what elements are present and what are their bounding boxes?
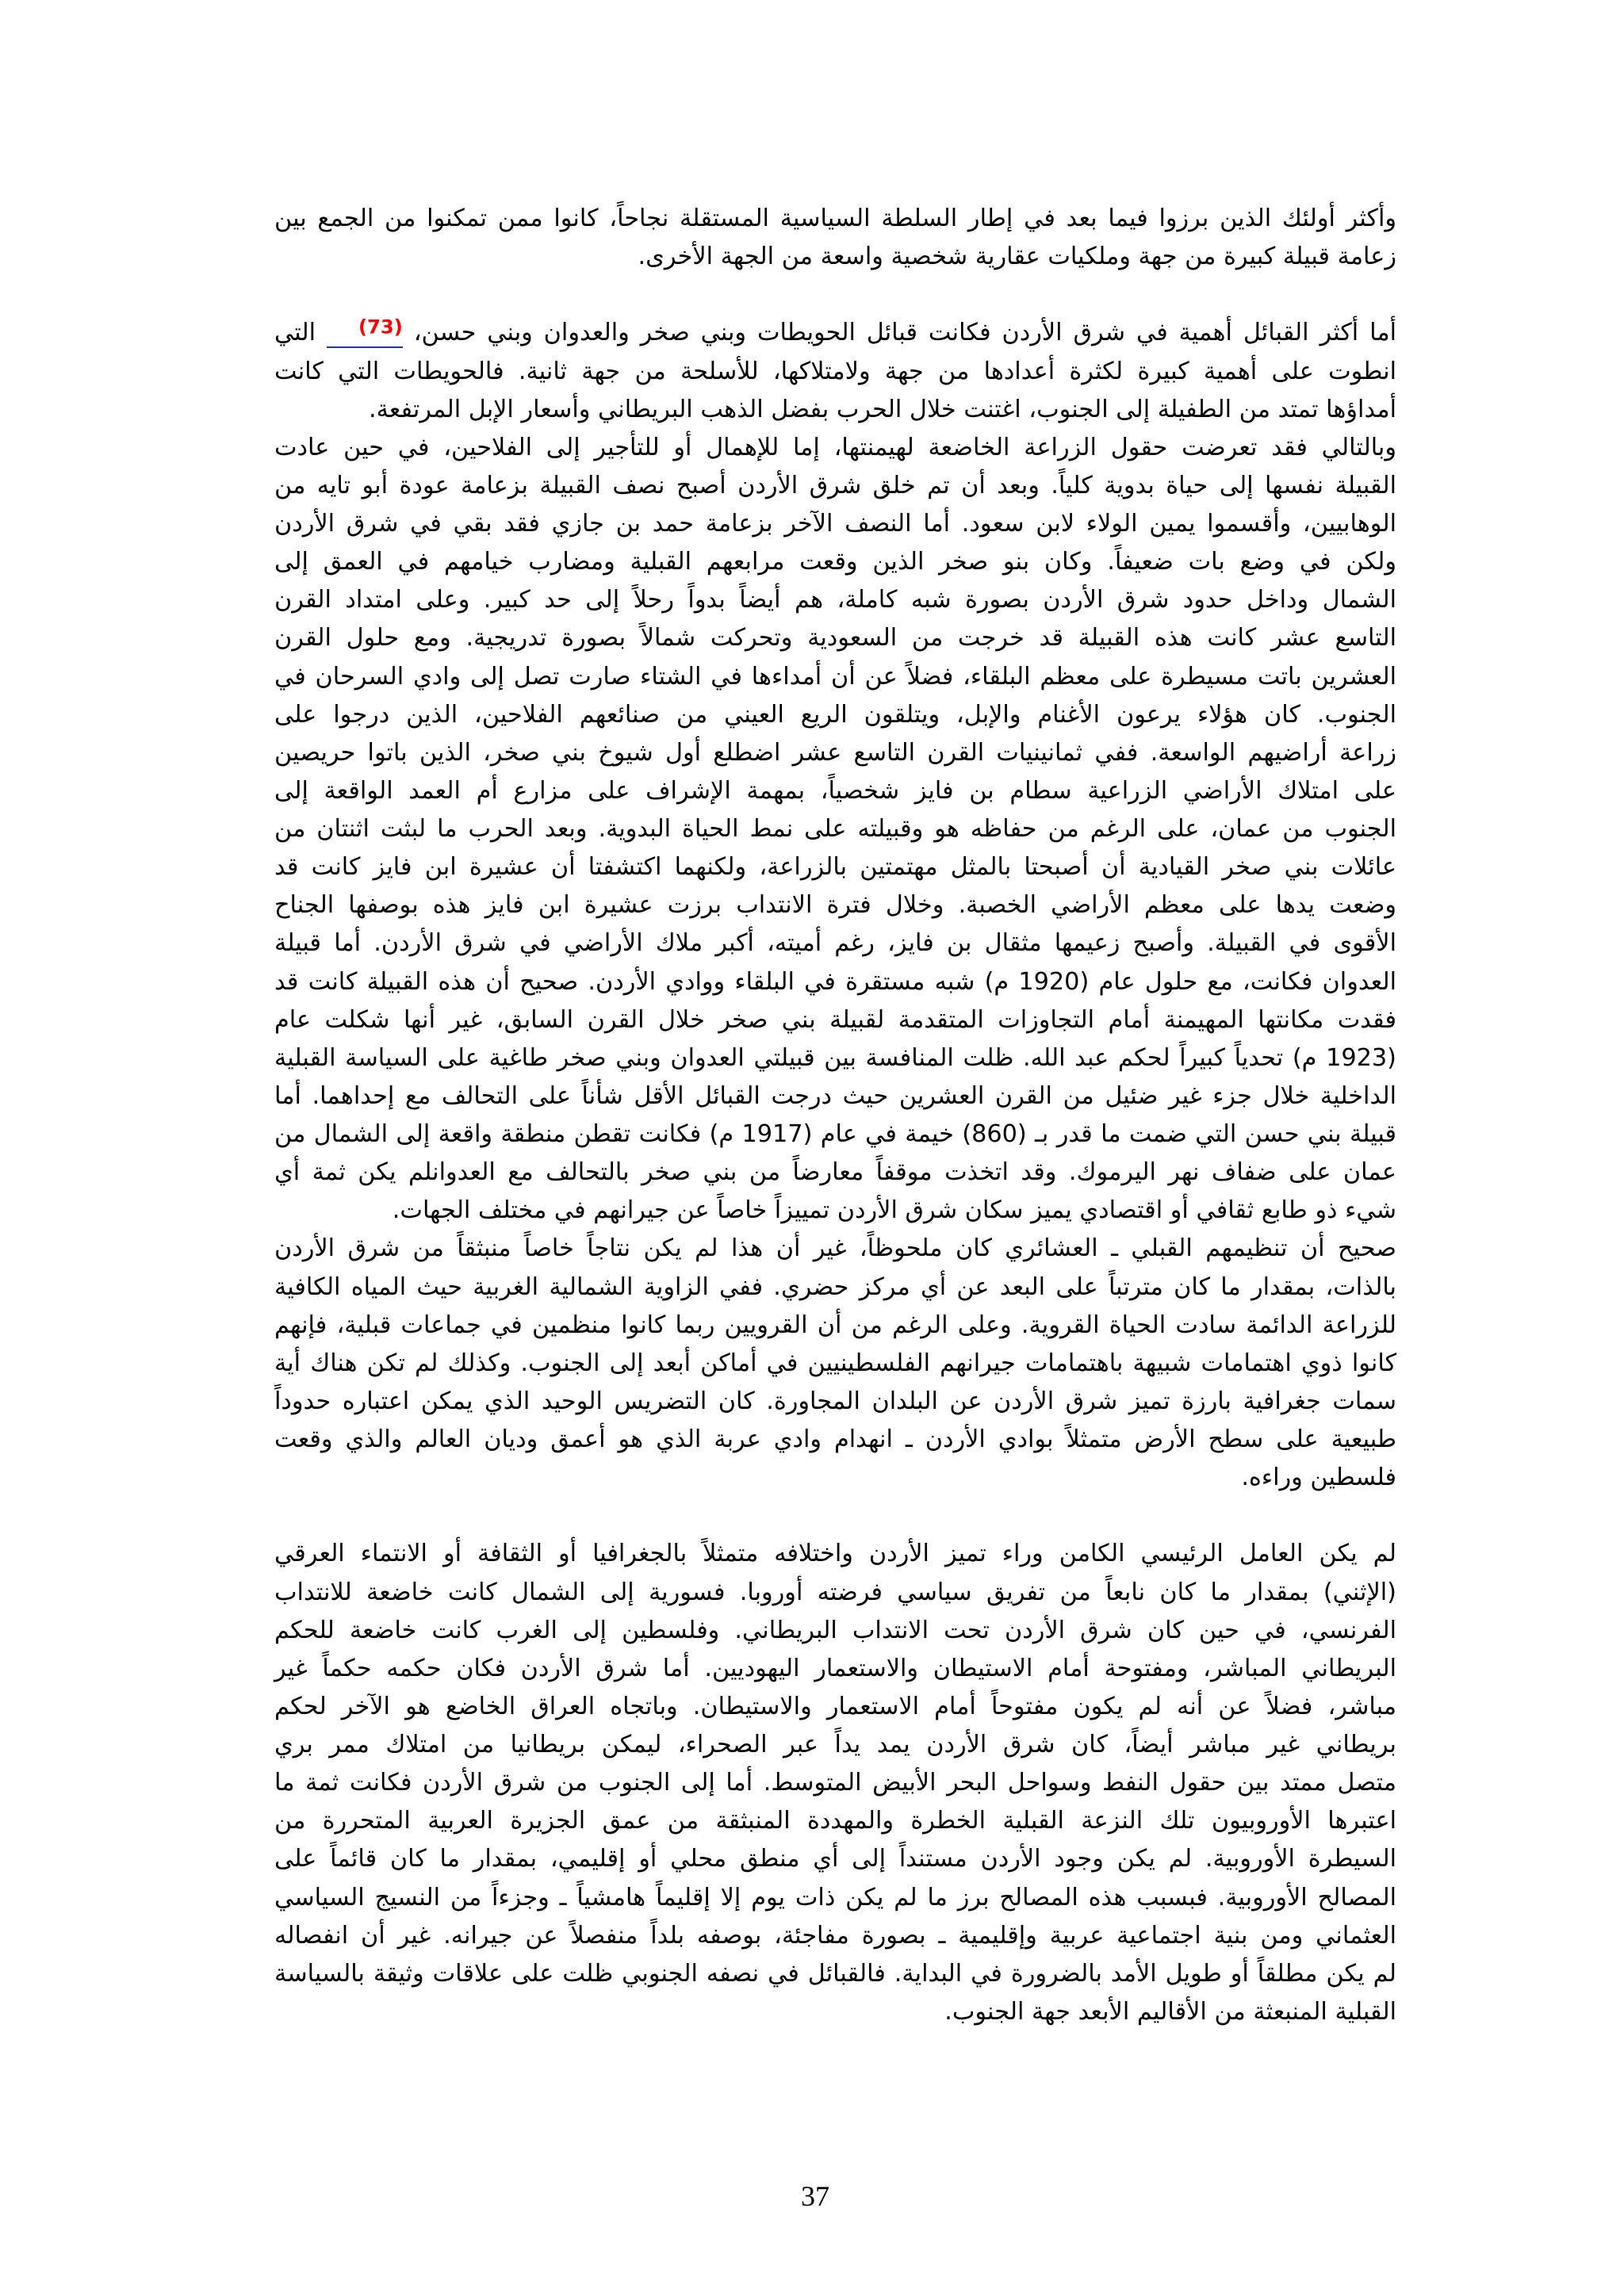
text-line: بالذات، بمقدار ما كان مترتباً على البعد عن أي مركز حضري. ففي الزاوية الشمالية الغربية حيث المياه الكافية xyxy=(274,1272,1396,1301)
text-line: لم يكن مطلقاً أو طويل الأمد بالضرورة في البداية. فالقبائل في نصفه الجنوبي ظلت على علاقات وثيقة بالسياسة xyxy=(274,1959,1396,1988)
text-line: لم يكن العامل الرئيسي الكامن وراء تميز الأردن واختلافه متمثلاً بالجغرافيا أو الثقافة أو الانتماء العرقي xyxy=(274,1540,1396,1568)
text-line: الشمال وداخل حدود شرق الأردن بصورة شبه كاملة، هم أيضاً بدواً رحلاً إلى حد كبير. وعلى امتداد القرن xyxy=(274,586,1396,614)
text-line: الفرنسي، في حين كان شرق الأردن تحت الانتداب البريطاني. وفلسطين إلى الغرب كانت خاضعة للحكم xyxy=(274,1616,1396,1644)
paragraph xyxy=(274,1535,1396,2031)
text-line: القبيلة نفسها إلى حياة بدوية كلياً. وبعد أن تم خلق شرق الأردن أصبح نصف القبيلة بزعامة عودة أبو تايه من xyxy=(274,471,1396,499)
text-line: الوهابيين، وأقسموا يمين الولاء لابن سعود. أما النصف الآخر بزعامة حمد بن جازي فقد بقي في شرق الأردن xyxy=(274,510,1396,538)
text-line: الجنوب. كان هؤلاء يرعون الأغنام والإبل، ويتلقون الريع العيني من صنائعهم الفلاحين، الذين درجوا على xyxy=(274,700,1396,729)
text-line: الأقوى في القبيلة. وأصبح زعيمها مثقال بن فايز، رغم أميته، أكبر ملاك الأراضي في شرق الأردن. أما قبيلة xyxy=(274,929,1396,958)
text-line: كانوا ذوي اهتمامات شبيهة باهتمامات جيرانهم الفلسطينيين في أماكن أبعد إلى الجنوب. وكذلك لم تكن هناك أية xyxy=(274,1349,1396,1377)
text-line: العشرين باتت مسيطرة على معظم البلقاء، فضلاً عن أن أمداءها في الشتاء صارت تصل إلى وادي السرحان في xyxy=(274,662,1396,691)
text-line: أمداؤها تمتد من الطفيلة إلى الجنوب، اغتنت خلال الحرب بفضل الذهب البريطاني وأسعار الإبل المرتفعة. xyxy=(369,395,1396,423)
text-line: البريطاني المباشر، ومفتوحة أمام الاستيطان والاستعمار اليهوديين. أما شرق الأردن فكان حكمه حكماً غير xyxy=(274,1654,1396,1682)
paragraph xyxy=(274,200,1396,276)
text-line: زعامة قبيلة كبيرة من جهة وملكيات عقارية شخصية واسعة من الجهة الأخرى. xyxy=(638,243,1396,271)
paragraph xyxy=(274,314,1396,1497)
page-number: 37 xyxy=(801,2180,829,2212)
text-line: اعتبرها الأوروبيون تلك النزعة القبلية الخطرة والمهددة المنبثقة من عمق الجزيرة العربية المتحررة من xyxy=(274,1807,1396,1835)
text-line: (الإثني) بمقدار ما كان نابعاً من تفريق سياسي فرضته أوروبا. فسورية إلى الشمال كانت خاضعة للانتداب xyxy=(274,1578,1396,1606)
line-text: أما أكثر القبائل أهمية في شرق الأردن فكانت قبائل الحويطات وبني صخر والعدوان وبني حسن، xyxy=(413,319,1396,347)
text-block xyxy=(274,200,1396,2031)
text-line: (1923 م) تحدياً كبيراً لحكم عبد الله. ظلت المنافسة بين قبيلتي العدوان وبني صخر طاغية على السياسة القبلية xyxy=(274,1043,1396,1072)
footnote-ref[interactable]: (73) xyxy=(358,315,403,339)
text-line: سمات جغرافية بارزة تميز شرق الأردن عن البلدان المجاورة. كان التضريس الوحيد الذي يمكن اعتباره حدوداً xyxy=(274,1387,1396,1415)
text-line: على امتلاك الأراضي الزراعية سطام بن فايز شخصياً، بمهمة الإشراف على مزارع أم العمد الواقعة إلى xyxy=(274,776,1396,805)
text-line: وأكثر أولئك الذين برزوا فيما بعد في إطار السلطة السياسية المستقلة نجاحاً، كانوا ممن تمكنوا من الجمع بين xyxy=(274,205,1396,232)
text-line xyxy=(274,314,1396,352)
text-line: ولكن في وضع بات ضعيفاً. وكان بنو صخر الذين وقعت مرابعهم القبلية ومضارب خيامهم في العمق إلى xyxy=(274,548,1396,576)
text-line: طبيعية على سطح الأرض متمثلاً بوادي الأردن ـ انهدام وادي عربة الذي هو أعمق وديان العالم والذي وقعت xyxy=(274,1425,1396,1453)
text-line: عائلات بني صخر القيادية أن أصبحتا بالمثل مهتمتين بالزراعة، ولكنهما اكتشفتا أن عشيرة ابن فايز كانت قد xyxy=(274,853,1396,882)
text-line: وبالتالي فقد تعرضت حقول الزراعة الخاضعة لهيمنتها، إما للإهمال أو للتأجير إلى الفلاحين، في حين عادت xyxy=(274,433,1396,461)
text-line: التاسع عشر كانت هذه القبيلة قد خرجت من السعودية وتحركت شمالاً بصورة تدريجية. ومع حلول القرن xyxy=(274,624,1396,652)
text-line: القبلية المنبعثة من الأقاليم الأبعد جهة الجنوب. xyxy=(944,1997,1396,2026)
text-line: فلسطين وراءه. xyxy=(1241,1464,1396,1492)
text-line: الداخلية خلال جزء غير ضئيل من القرن العشرين حيث درجت القبائل الأقل شأناً على التحالف مع إحداهما. أما xyxy=(274,1081,1396,1110)
text-line: وضعت يدها على معظم الأراضي الخصبة. وخلال فترة الانتداب برزت عشيرة ابن فايز هذه بوصفها الجناح xyxy=(274,891,1396,920)
text-line: انطوت على أهمية كبيرة لكثرة أعدادها من جهة ولامتلاكها، للأسلحة من جهة ثانية. فالحويطات التي كانت xyxy=(274,357,1396,385)
text-line: مباشر، فضلاً عن أنه لم يكون مفتوحاً أمام الاستعمار والاستيطان. وباتجاه العراق الخاضع هو الآخر لحكم xyxy=(274,1692,1396,1720)
text-line: متصل ممتد بين حقول النفط وسواحل البحر الأبيض المتوسط. أما إلى الجنوب من شرق الأردن فكانت ثمة ما xyxy=(274,1769,1396,1797)
text-line: قبيلة بني حسن التي ضمت ما قدر بـ (860) خيمة في عام (1917 م) فكانت تقطن منطقة واقعة إلى الشمال من xyxy=(274,1120,1397,1148)
text-line: زراعة أراضيهم الواسعة. ففي ثمانينيات القرن التاسع عشر اضطلع أول شيوخ بني صخر، الذين باتوا حريصين xyxy=(274,738,1396,767)
text-line: الجنوب من عمان، على الرغم من حفاظه هو وقبيلته على نمط الحياة البدوية. وبعد الحرب ما لبثت اثنتان من xyxy=(274,815,1396,843)
text-line: فقدت مكانتها المهيمنة أمام التجاوزات المتقدمة لقبيلة بني صخر خلال القرن السابق، غير أنها شكلت عام xyxy=(274,1005,1396,1034)
text-line: للزراعة الدائمة سادت الحياة القروية. وعلى الرغم من أن القرويين ربما كانوا منظمين في جماعات قبلية، فإنهم xyxy=(274,1311,1396,1339)
text-line: العثماني ومن بنية اجتماعية عربية وإقليمية ـ بصورة مفاجئة، بوصفه بلداً منفصلاً عن جيرانه. غير أن انفصاله xyxy=(274,1921,1396,1950)
text-line: العدوان فكانت، مع حلول عام (1920 م) شبه مستقرة في البلقاء ووادي الأردن. صحيح أن هذه القبيلة كانت قد xyxy=(274,967,1396,996)
text-line: السيطرة الأوروبية. لم يكن وجود الأردن مستنداً إلى أي منطق محلي أو إقليمي، بمقدار ما كان قائماً على xyxy=(274,1845,1396,1873)
text-line: صحيح أن تنظيمهم القبلي ـ العشائري كان ملحوظاً، غير أن هذا لم يكن نتاجاً خاصاً منبثقاً من شرق الأردن xyxy=(274,1234,1396,1263)
text-line: عمان على ضفاف نهر اليرموك. وقد اتخذت موقفاً معارضاً من بني صخر بالتحالف مع العدوانلم يكن ثمة أي xyxy=(274,1158,1396,1187)
text-line: شيء ذو طابع ثقافي أو اقتصادي يميز سكان شرق الأردن تمييزاً خاصاً عن جيرانهم في مختلف الجهات. xyxy=(392,1196,1396,1225)
footnote-link[interactable] xyxy=(327,315,403,348)
text-line: بريطاني غير مباشر أيضاً، كان شرق الأردن يمد يداً عبر الصحراء، ليمكن بريطانيا من امتلاك ممر بري xyxy=(274,1731,1396,1758)
text-line: المصالح الأوروبية. فبسبب هذه المصالح برز ما لم يكن ذات يوم إلا إقليماً هامشياً ـ وجزءاً من النسيج السياسي xyxy=(274,1883,1396,1911)
line-text: التي xyxy=(274,319,316,347)
